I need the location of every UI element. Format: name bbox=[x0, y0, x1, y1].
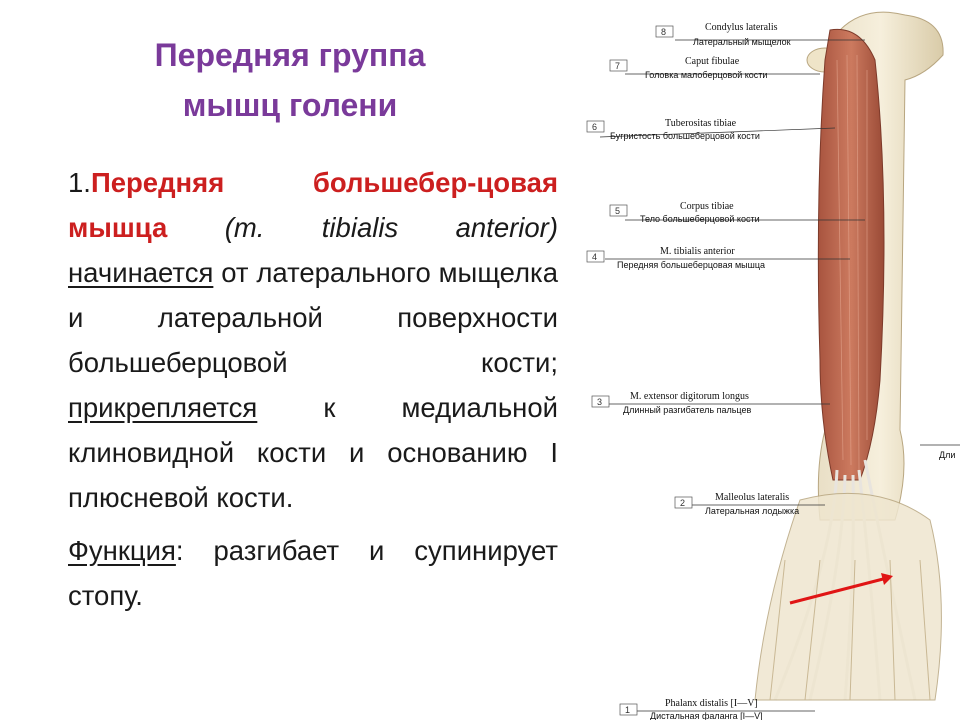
label-7-russian: Головка малоберцовой кости bbox=[645, 70, 768, 80]
description-text bbox=[68, 160, 558, 618]
insertion-text: к медиальной клиновидной кости и основанию I плюсневой кости. bbox=[68, 392, 559, 513]
function-term: Функция bbox=[68, 535, 176, 566]
label-1-russian: Дистальная фаланга [I—V] bbox=[650, 711, 763, 720]
label-2-number: 2 bbox=[680, 498, 686, 508]
label-1-latin: Phalanx distalis [I—V] bbox=[665, 698, 758, 709]
title-line-2: мышц голени bbox=[182, 87, 398, 123]
label-8-number: 8 bbox=[661, 27, 667, 37]
paragraph-muscle bbox=[68, 160, 558, 520]
side-label-fragment: Дли bbox=[939, 450, 956, 460]
label-6-russian: Бугристость большеберцовой кости bbox=[610, 131, 760, 141]
label-5-russian: Тело большеберцовой кости bbox=[640, 214, 760, 224]
label-6-latin: Tuberositas tibiae bbox=[665, 118, 737, 129]
label-7-number: 7 bbox=[615, 61, 621, 71]
label-2-latin: Malleolus lateralis bbox=[715, 492, 790, 503]
leg-illustration bbox=[575, 0, 960, 720]
label-2-russian: Латеральная лодыжка bbox=[705, 506, 800, 516]
paragraph-function bbox=[68, 528, 558, 618]
label-3-latin: M. extensor digitorum longus bbox=[630, 391, 749, 402]
muscle-name: Передняя большебер-цовая мышца bbox=[68, 167, 558, 243]
label-5-latin: Corpus tibiae bbox=[680, 201, 734, 212]
label-1-number: 1 bbox=[625, 705, 631, 715]
origin-text: от латерального мыщелка и латеральной поверхности большеберцовой кости; bbox=[68, 257, 558, 378]
label-4-latin: M. tibialis anterior bbox=[660, 246, 735, 257]
tibialis-anterior-muscle bbox=[818, 29, 884, 480]
slide-title bbox=[40, 30, 540, 130]
title-line-1: Передняя группа bbox=[154, 37, 426, 73]
label-5-number: 5 bbox=[615, 206, 621, 216]
number-boxes bbox=[587, 26, 692, 715]
item-number: 1. bbox=[68, 167, 91, 198]
label-4-russian: Передняя большеберцовая мышца bbox=[617, 260, 766, 270]
label-8-latin: Condylus lateralis bbox=[705, 22, 778, 33]
anatomy-figure bbox=[575, 0, 960, 720]
label-4-number: 4 bbox=[592, 252, 598, 262]
label-3-number: 3 bbox=[597, 397, 603, 407]
foot-bones bbox=[755, 493, 941, 700]
label-6-number: 6 bbox=[592, 122, 598, 132]
latin-name: (m. tibialis anterior) bbox=[224, 212, 558, 243]
label-3-russian: Длинный разгибатель пальцев bbox=[623, 405, 752, 415]
insertion-term: прикрепляется bbox=[68, 392, 258, 423]
label-8-russian: Латеральный мыщелок bbox=[693, 37, 791, 47]
label-7-latin: Caput fibulae bbox=[685, 56, 740, 67]
origin-term: начинается bbox=[68, 257, 214, 288]
function-text: : разгибает и супинирует стопу. bbox=[68, 535, 558, 611]
